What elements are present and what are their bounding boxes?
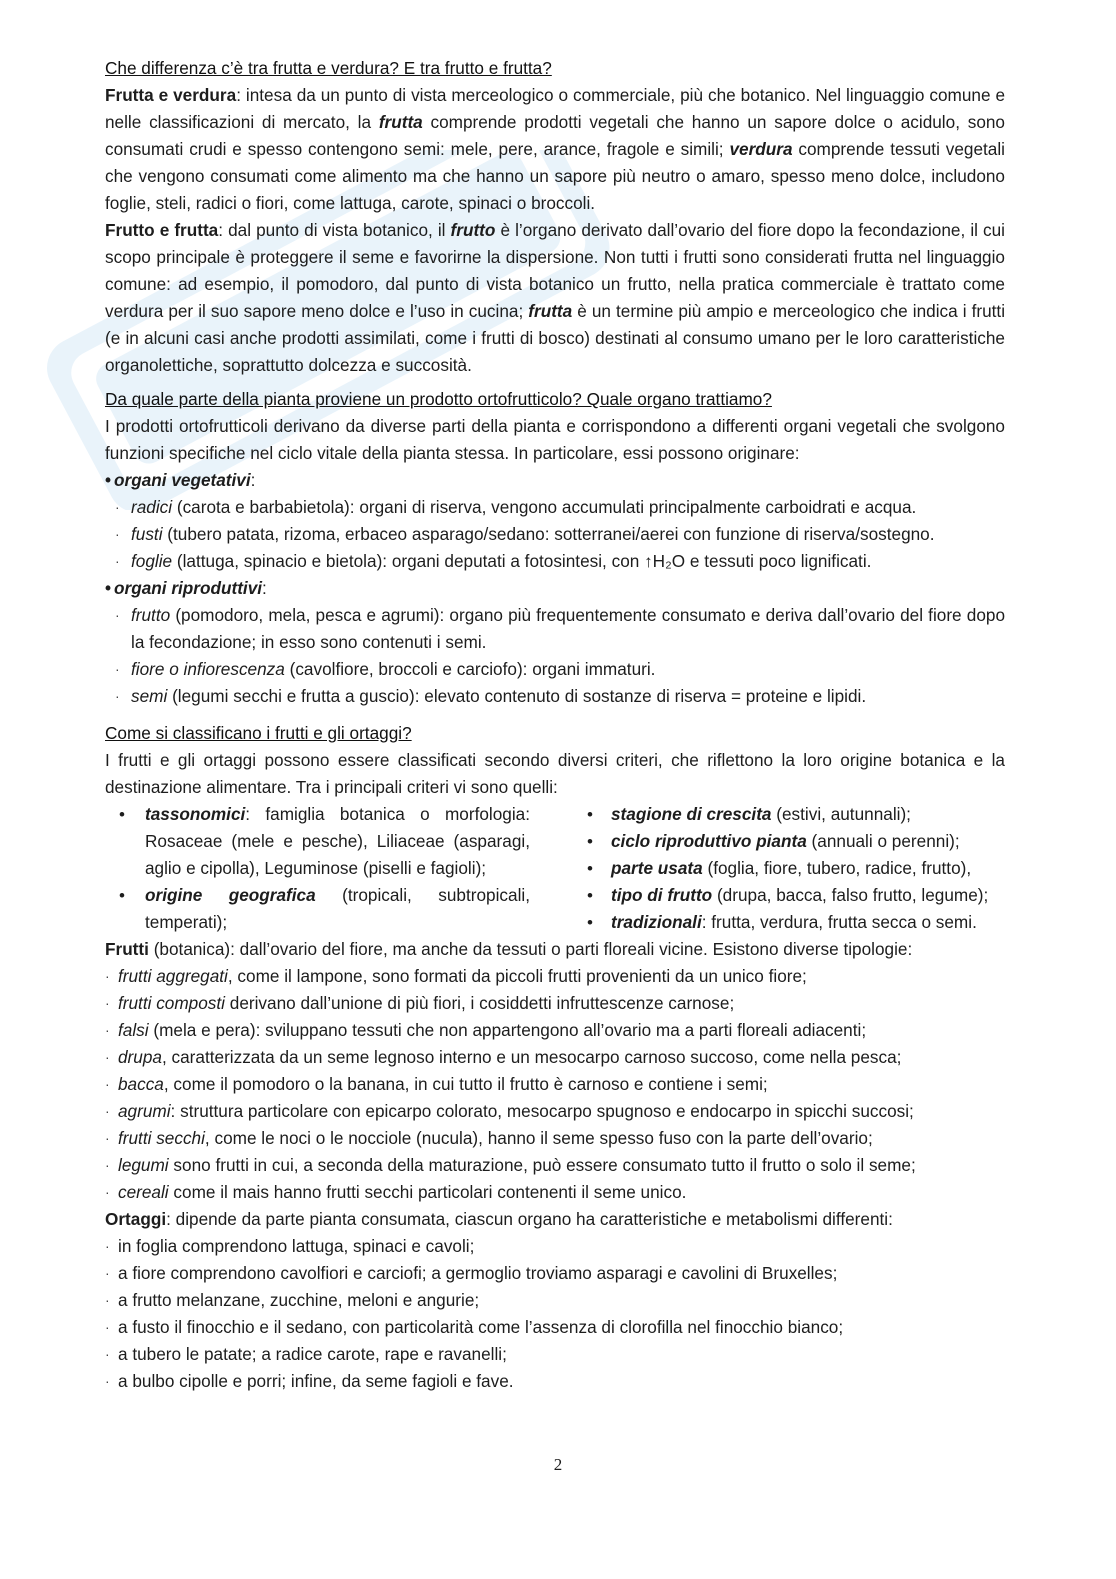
item-text: sono frutti in cui, a seconda della maturazione, può essere consumato tutto il frutto o solo il seme; (168, 1155, 916, 1175)
item-text: (cavolfiore, broccoli e carciofo): organi immaturi. (284, 659, 656, 679)
text: : dipende da parte pianta consumata, ciascun organo ha caratteristiche e metabolismi differenti: (166, 1209, 893, 1229)
criteria-term: tipo di frutto (611, 885, 713, 905)
criteria-item (611, 909, 1005, 936)
group-organi-riproduttivi: • organi riproduttivi: (105, 578, 267, 598)
term: verdura (729, 139, 793, 159)
list-item (105, 1071, 1005, 1098)
term-ortaggi: Ortaggi (105, 1209, 167, 1229)
criteria-item (145, 801, 530, 882)
criteria-columns (105, 801, 1005, 936)
item-text: , caratterizzata da un seme legnoso interno e un mesocarpo carnoso succoso, come nella pesca; (161, 1047, 902, 1067)
item-term: frutti composti (118, 993, 225, 1013)
item-term: radici (131, 497, 173, 517)
list-item: · a frutto melanzane, zucchine, meloni e angurie; (105, 1287, 1005, 1314)
section-heading-classificazione: Come si classificano i frutti e gli ortaggi? (105, 723, 412, 743)
term: frutta (528, 301, 573, 321)
bullet-icon: • (105, 578, 112, 598)
list-item (105, 494, 1005, 521)
list-item (105, 548, 1005, 575)
item-text: (mela e pera): sviluppano tessuti che non appartengono all’ovario ma a parti floreali adiacenti; (148, 1020, 867, 1040)
list-item (105, 1125, 1005, 1152)
paragraph-intro-criteri: I frutti e gli ortaggi possono essere classificati secondo diversi criteri, che riflettono la loro origine botanica e la destinazione alimentare. Tra i principali criteri vi sono quelli: (105, 750, 1005, 797)
spacer (105, 710, 1005, 720)
criteria-term: origine geografica (145, 885, 316, 905)
item-term: fiore o infiorescenza (131, 659, 285, 679)
list-item (105, 1044, 1005, 1071)
list-item (105, 683, 1005, 710)
item-text: : struttura particolare con epicarpo colorato, mesocarpo spugnoso e endocarpo in spicchi succosi; (170, 1101, 914, 1121)
paragraph-frutta-verdura (105, 82, 1005, 217)
page-number: 2 (553, 1455, 563, 1474)
paragraph-frutti (105, 936, 1005, 963)
criteria-text: (drupa, bacca, falso frutto, legume); (712, 885, 989, 905)
criteria-term: ciclo riproduttivo pianta (611, 831, 807, 851)
list-item (105, 990, 1005, 1017)
item-term: cereali (118, 1182, 169, 1202)
criteria-text: : famiglia botanica o morfologia: Rosaceae (mele e pesche), Liliaceae (asparagi, aglio e cipolla), Leguminose (piselli e fagioli); (145, 804, 530, 878)
list-item: · a bulbo cipolle e porri; infine, da seme fagioli e fave. (105, 1368, 1005, 1395)
criteria-right-column (585, 801, 1005, 936)
item-text: (legumi secchi e frutta a guscio): elevato contenuto di sostanze di riserva = proteine e lipidi. (167, 686, 867, 706)
item-term: agrumi (118, 1101, 171, 1121)
criteria-item (611, 801, 1005, 828)
spacer (105, 379, 1005, 386)
criteria-text: (tropicali, subtropicali, temperati); (145, 885, 530, 932)
text: comprende prodotti vegetali che hanno un sapore dolce o acidulo, sono consumati crudi e spesso contengono semi: mele, pere, arance, fragole e simili; (105, 112, 1005, 159)
term: frutto (450, 220, 496, 240)
criteria-text: : frutta, verdura, frutta secca o semi. (701, 912, 977, 932)
paragraph-intro-organi: I prodotti ortofrutticoli derivano da diverse parti della pianta e corrispondono a differenti organi vegetali che svolgono funzioni specifiche nel ciclo vitale della pianta stessa. In particolare, essi possono originare: (105, 416, 1005, 463)
list-item (105, 1152, 1005, 1179)
list-item (105, 963, 1005, 990)
item-text: , come il pomodoro o la banana, in cui tutto il frutto è carnoso e contiene i semi; (163, 1074, 768, 1094)
text: è l’organo derivato dall’ovario del fiore dopo la fecondazione, il cui scopo principale è proteggere il seme e favorirne la dispersione. Non tutti i frutti sono considerati frutta nel linguaggio comune: ad esempio, il pomodoro, dal punto di vista botanico un frutto, nella pratica commerciale è trattato come verdura per il suo sapore meno dolce e l’uso in cucina; (105, 220, 1005, 321)
term-frutto-frutta: Frutto e frutta (105, 220, 219, 240)
list-item (105, 1098, 1005, 1125)
item-text: come il mais hanno frutti secchi particolari contenenti il seme unico. (168, 1182, 687, 1202)
item-text: (lattuga, spinacio e bietola): organi deputati a fotosintesi, con ↑H₂O e tessuti poco lignificati. (172, 551, 872, 571)
item-term: drupa (118, 1047, 162, 1067)
item-term: bacca (118, 1074, 164, 1094)
group-label: organi riproduttivi (114, 578, 263, 598)
criteria-left-column (105, 801, 530, 936)
item-term: semi (131, 686, 168, 706)
criteria-item (611, 882, 1005, 909)
text: : intesa da un punto di vista merceologico o commerciale, più che botanico. Nel linguaggio comune e nelle classificazioni di mercato, la (105, 85, 1006, 132)
criteria-term: parte usata (611, 858, 703, 878)
list-item (105, 1017, 1005, 1044)
paragraph-ortaggi (105, 1206, 1005, 1233)
term: frutta (378, 112, 423, 132)
item-term: fusti (131, 524, 163, 544)
item-text: (tubero patata, rizoma, erbaceo asparago/sedano: sotterranei/aerei con funzione di riserva/sostegno. (162, 524, 935, 544)
criteria-item (145, 882, 530, 936)
group-organi-vegetativi: • organi vegetativi: (105, 470, 256, 490)
text: è un termine più ampio e merceologico che indica i frutti (e in alcuni casi anche prodotti assimilati, come i frutti di bosco) destinati al consumo umano per le loro caratteristiche organolettiche, soprattutto dolcezza e succosità. (105, 301, 1006, 375)
list-item: · a fiore comprendono cavolfiori e carciofi; a germoglio troviamo asparagi e cavolini di Bruxelles; (105, 1260, 1005, 1287)
criteria-text: (annuali o perenni); (806, 831, 960, 851)
item-term: frutti aggregati (118, 966, 228, 986)
criteria-text: (foglia, fiore, tubero, radice, frutto), (702, 858, 972, 878)
text: comprende tessuti vegetali che vengono consumati come alimento ma che hanno un sapore più neutro o amaro, spesso meno dolce, includono foglie, steli, radici o fiori, come lattuga, carote, spinaci o broccoli. (105, 139, 1006, 213)
item-term: frutti secchi (118, 1128, 205, 1148)
item-text: derivano dall’unione di più fiori, i cosiddetti infruttescenze carnose; (224, 993, 735, 1013)
document-body (105, 55, 1005, 1395)
item-term: falsi (118, 1020, 149, 1040)
criteria-term: tradizionali (611, 912, 702, 932)
text: : dal punto di vista botanico, il (218, 220, 451, 240)
list-item: · a fusto il finocchio e il sedano, con particolarità come l’assenza di clorofilla nel finocchio bianco; (105, 1314, 1005, 1341)
item-text: (carota e barbabietola): organi di riserva, vengono accumulati principalmente carboidrati e acqua. (172, 497, 917, 517)
section-heading-parte-pianta: Da quale parte della pianta proviene un prodotto ortofrutticolo? Quale organo trattiamo? (105, 389, 772, 409)
term-frutta-verdura: Frutta e verdura (105, 85, 237, 105)
criteria-text: (estivi, autunnali); (771, 804, 911, 824)
item-term: legumi (118, 1155, 169, 1175)
item-text: (pomodoro, mela, pesca e agrumi): organo più frequentemente consumato e deriva dall’ovario del fiore dopo la fecondazione; in esso sono contenuti i semi. (131, 605, 1005, 652)
section-heading-differenza: Che differenza c’è tra frutta e verdura? E tra frutto e frutta? (105, 58, 552, 78)
list-item: · in foglia comprendono lattuga, spinaci e cavoli; (105, 1233, 1005, 1260)
text: (botanica): dall’ovario del fiore, ma anche da tessuti o parti floreali vicine. Esistono diverse tipologie: (148, 939, 913, 959)
list-item (105, 521, 1005, 548)
item-text: , come le noci o le nocciole (nucula), hanno il seme spesso fuso con la parte dell’ovario; (204, 1128, 873, 1148)
criteria-item (611, 828, 1005, 855)
group-label: organi vegetativi (114, 470, 251, 490)
item-term: foglie (131, 551, 173, 571)
criteria-term: tassonomici (145, 804, 246, 824)
criteria-term: stagione di crescita (611, 804, 772, 824)
list-item (105, 602, 1005, 656)
paragraph-frutto-frutta (105, 217, 1005, 379)
list-item: · a tubero le patate; a radice carote, rape e ravanelli; (105, 1341, 1005, 1368)
list-item (105, 656, 1005, 683)
term-frutti: Frutti (105, 939, 149, 959)
list-item (105, 1179, 1005, 1206)
item-text: , come il lampone, sono formati da piccoli frutti provenienti da un unico fiore; (227, 966, 807, 986)
bullet-icon: • (105, 470, 112, 490)
criteria-item (611, 855, 1005, 882)
item-term: frutto (131, 605, 171, 625)
